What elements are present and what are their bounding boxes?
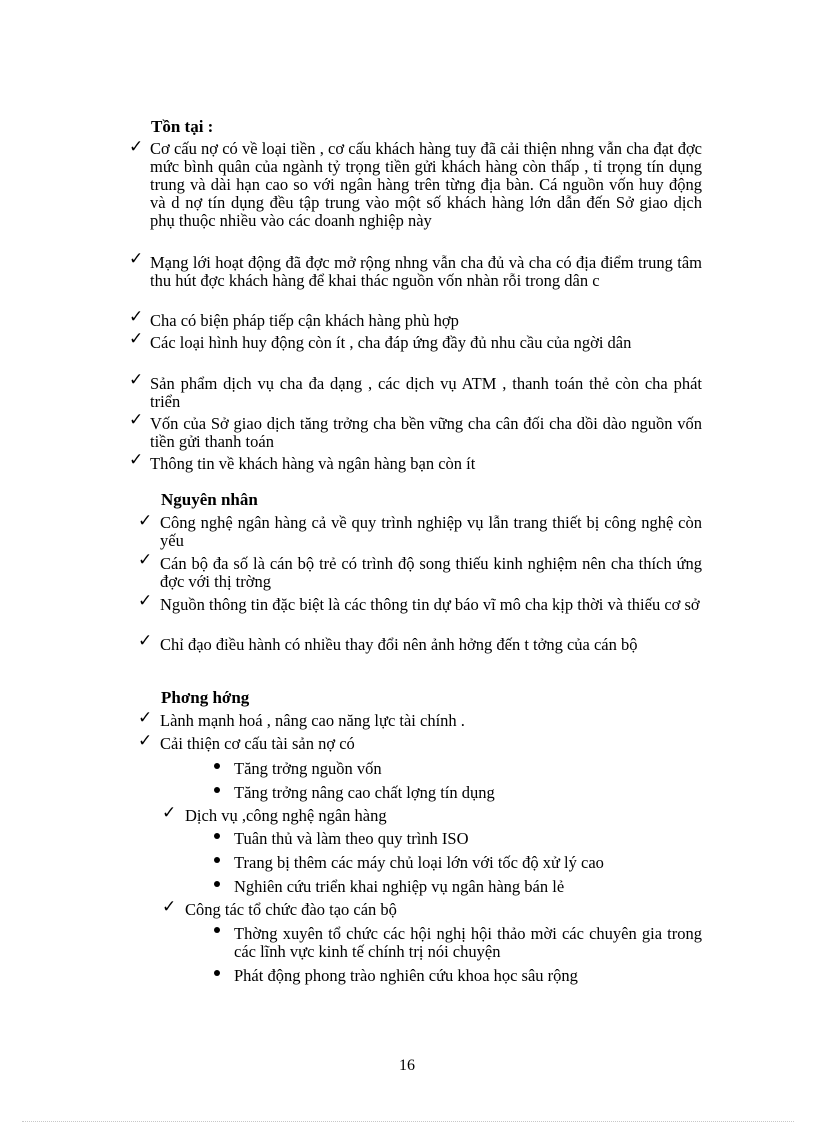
bullet-icon (214, 927, 220, 933)
bullet-icon (214, 787, 220, 793)
check-icon: ✓ (129, 249, 144, 268)
bullet-icon (214, 763, 220, 769)
list-item: Tuân thủ và làm theo quy trình ISO (234, 829, 469, 848)
list-item: Cơ cấu nợ có về loại tiền , cơ cấu khách hàng tuy đã cải thiện nhng vẫn cha đạt đợc mức bình quân của ngành tỷ trọng tiền gửi khách hàng còn thấp , tỉ trọng tín dụng trung và dài hạn cao so với ngân hàng trên từng địa bàn. Cá nguồn vốn huy động và d nợ tín dụng đều tập trung vào một số khách hàng lớn dẫn đến Sở giao dịch phụ thuộc nhiều vào các doanh nghiệp này (150, 139, 702, 230)
list-item: Công nghệ ngân hàng cả về quy trình nghiệp vụ lẫn trang thiết bị công nghệ còn yếu (160, 513, 702, 550)
list-item: Dịch vụ ,công nghệ ngân hàng (185, 806, 387, 825)
check-icon: ✓ (162, 897, 177, 916)
check-icon: ✓ (129, 410, 144, 429)
list-item: Phát động phong trào nghiên cứu khoa học sâu rộng (234, 966, 578, 985)
list-item: Nghiên cứu triển khai nghiệp vụ ngân hàng bán lẻ (234, 877, 565, 896)
list-item: Thờng xuyên tổ chức các hội nghị hội thảo mời các chuyên gia trong các lĩnh vực kinh tế chính trị nói chuyện (234, 924, 702, 961)
check-icon: ✓ (129, 137, 144, 156)
check-icon: ✓ (129, 307, 144, 326)
list-item: Trang bị thêm các máy chủ loại lớn với tốc độ xử lý cao (234, 853, 604, 872)
list-item: Cha có biện pháp tiếp cận khách hàng phù hợp (150, 311, 459, 330)
section-heading-nguyen-nhan: Nguyên nhân (161, 490, 258, 509)
bullet-icon (214, 881, 220, 887)
list-item: Nguồn thông tin đặc biệt là các thông tin dự báo vĩ mô cha kịp thời và thiếu cơ sở (160, 595, 700, 614)
list-item: Lành mạnh hoá , nâng cao năng lực tài chính . (160, 711, 465, 730)
section-heading-ton-tai: Tồn tại : (151, 117, 214, 136)
list-item: Chỉ đạo điều hành có nhiều thay đổi nên ảnh hởng đến t tởng của cán bộ (160, 635, 638, 654)
check-icon: ✓ (138, 631, 153, 650)
list-item: Sản phẩm dịch vụ cha đa dạng , các dịch vụ ATM , thanh toán thẻ còn cha phát triển (150, 374, 702, 411)
section-heading-phuong-huong: Phơng hớng (161, 688, 250, 707)
check-icon: ✓ (138, 731, 153, 750)
list-item: Các loại hình huy động còn ít , cha đáp ứng đầy đủ nhu cầu của ngời dân (150, 333, 632, 352)
list-item: Công tác tổ chức đào tạo cán bộ (185, 900, 397, 919)
bullet-icon (214, 970, 220, 976)
check-icon: ✓ (138, 511, 153, 530)
list-item: Vốn của Sở giao dịch tăng trởng cha bền vững cha cân đối cha dồi dào nguồn vốn tiền gửi thanh toán (150, 414, 702, 451)
check-icon: ✓ (129, 329, 144, 348)
page-number: 16 (399, 1057, 415, 1074)
list-item: Tăng trởng nguồn vốn (234, 759, 382, 778)
page-bottom-divider (22, 1121, 794, 1122)
check-icon: ✓ (138, 550, 153, 569)
check-icon: ✓ (162, 803, 177, 822)
list-item: Cán bộ đa số là cán bộ trẻ có trình độ song thiếu kinh nghiệm nên cha thích ứng đợc với thị trờng (160, 554, 702, 591)
bullet-icon (214, 857, 220, 863)
bullet-icon (214, 833, 220, 839)
check-icon: ✓ (129, 370, 144, 389)
list-item: Thông tin về khách hàng và ngân hàng bạn còn ít (150, 454, 476, 473)
list-item: Tăng trởng nâng cao chất lợng tín dụng (234, 783, 495, 802)
check-icon: ✓ (129, 450, 144, 469)
list-item: Mạng lới hoạt động đã đợc mở rộng nhng vẫn cha đủ và cha có địa điểm trung tâm thu hút đợc khách hàng để khai thác nguồn vốn nhàn rỗi trong dân c (150, 253, 702, 290)
check-icon: ✓ (138, 591, 153, 610)
list-item: Cải thiện cơ cấu tài sản nợ có (160, 734, 355, 753)
check-icon: ✓ (138, 708, 153, 727)
